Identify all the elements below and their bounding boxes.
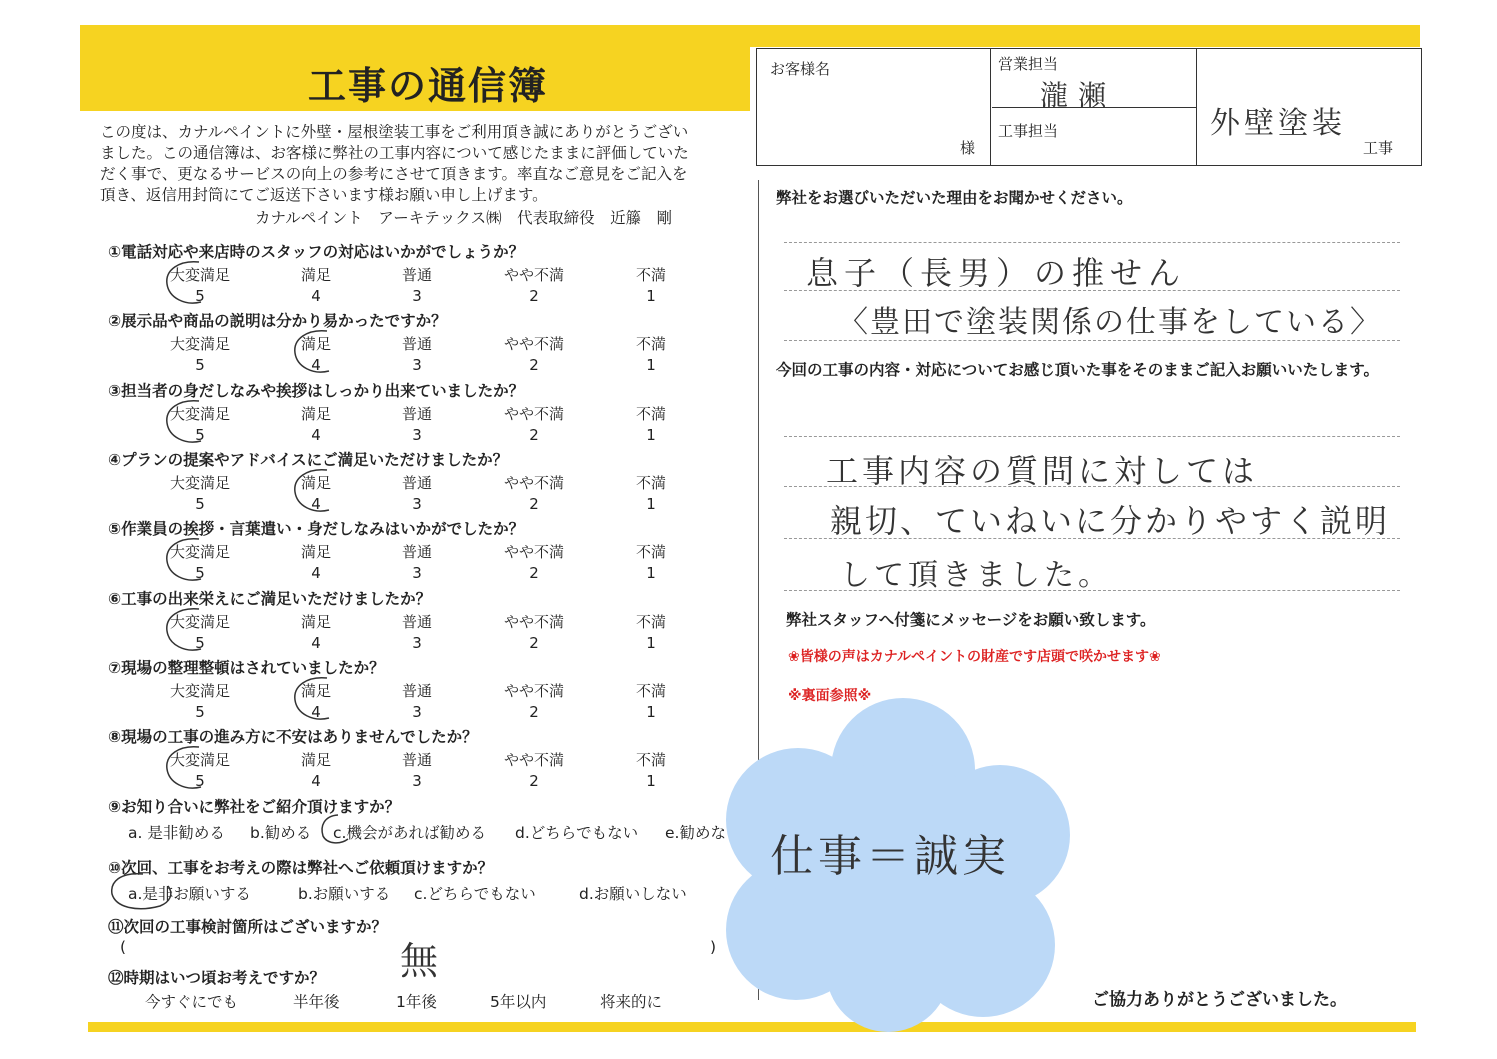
closing-text: ご協力ありがとうございました。 xyxy=(1092,990,1347,1010)
question-text: ④プランの提案やアドバイスにご満足いただけましたか？ xyxy=(108,450,509,469)
q12-option-1[interactable]: 今すぐにでも xyxy=(145,993,239,1011)
q11-text: ⑪次回の工事検討箇所はございますか？ xyxy=(108,918,388,936)
work-type-handwritten: 外壁塗装 xyxy=(1210,106,1346,141)
rating-label[interactable]: 不満 xyxy=(635,543,666,562)
q12-option-2[interactable]: 半年後 xyxy=(293,993,340,1011)
rating-label[interactable]: 不満 xyxy=(635,681,666,700)
rating-label[interactable]: やや不満 xyxy=(503,473,564,492)
rating-label[interactable]: 大変満足 xyxy=(169,751,230,770)
intro-line: この度は、カナルペイントに外壁・屋根塗装工事をご利用頂き誠にありがとうござい xyxy=(100,123,689,141)
rating-label[interactable]: 大変満足 xyxy=(169,612,230,631)
rating-label[interactable]: やや不満 xyxy=(503,335,564,354)
q12-option-5[interactable]: 将来的に xyxy=(600,993,663,1011)
rating-number[interactable]: 5 xyxy=(195,772,205,791)
intro-line: だく事で、更なるサービスの向上の参考にさせて頂きます。率直なご意見をご記入を xyxy=(100,165,688,183)
rating-number[interactable]: 1 xyxy=(646,356,656,375)
rating-label[interactable]: 満足 xyxy=(300,681,331,700)
rating-number[interactable]: 2 xyxy=(529,425,539,444)
rating-number[interactable]: 4 xyxy=(311,494,321,513)
q12-text: ⑫時期はいつ頃お考えですか？ xyxy=(108,969,326,987)
q9-selection-circle xyxy=(318,812,358,846)
rating-number[interactable]: 5 xyxy=(195,564,205,583)
selection-circle xyxy=(287,327,357,379)
rating-number[interactable]: 1 xyxy=(646,287,656,305)
rating-label[interactable]: 不満 xyxy=(635,751,666,770)
selection-stroke xyxy=(167,747,201,788)
selection-circle xyxy=(159,535,229,587)
question-text: ⑤作業員の挨拶・言葉遣い・身だしなみはいかがでしたか？ xyxy=(108,520,525,539)
rating-label[interactable]: 普通 xyxy=(401,751,432,770)
impression-handwritten-line: 工事内容の質問に対しては xyxy=(826,452,1259,490)
selection-stroke xyxy=(167,608,201,649)
rating-label[interactable]: 大変満足 xyxy=(169,266,230,284)
q11-open-paren: ( xyxy=(120,938,127,956)
selection-circle xyxy=(159,258,229,310)
rating-number[interactable]: 3 xyxy=(412,564,422,583)
rating-label[interactable]: 不満 xyxy=(635,612,666,631)
q9-option-c[interactable]: c.機会があれば勧める xyxy=(333,824,486,842)
reason-handwritten-line: 息子（長男）の推せん xyxy=(806,254,1187,292)
rating-number[interactable]: 1 xyxy=(646,772,656,791)
sticky-note-handwritten: 仕事＝誠実 xyxy=(770,831,1010,882)
rating-number[interactable]: 4 xyxy=(311,702,321,721)
selection-stroke xyxy=(295,678,329,719)
rating-number[interactable]: 5 xyxy=(195,702,205,721)
selection-stroke xyxy=(167,400,201,441)
impression-handwritten-line: 親切、ていねいに分かりやすく説明 xyxy=(830,502,1391,540)
question-text: ③担当者の身だしなみや挨拶はしっかり出来ていましたか？ xyxy=(108,381,525,400)
q11-close-paren: ) xyxy=(710,938,717,956)
rating-number[interactable]: 1 xyxy=(646,564,656,583)
q9-text: ⑨お知り合いに弊社をご紹介頂けますか？ xyxy=(108,798,401,816)
q10-text: ⑩次回、工事をお考えの際は弊社へご依頼頂けますか？ xyxy=(108,859,494,877)
rating-number[interactable]: 3 xyxy=(412,287,422,305)
page-title: 工事の通信簿 xyxy=(308,64,549,108)
customer-honorific: 様 xyxy=(960,139,976,157)
rating-number[interactable]: 1 xyxy=(646,494,656,513)
reason-rule xyxy=(784,242,1400,243)
sales-handwritten: 瀧瀬 xyxy=(1040,79,1117,112)
rating-label[interactable]: 普通 xyxy=(401,543,432,562)
reason-heading: 弊社をお選びいただいた理由をお聞かせください。 xyxy=(776,189,1133,207)
q11-handwritten-answer: 無 xyxy=(400,939,439,983)
message-red-note: ❀皆様の声はカナルペイントの財産です店頭で咲かせます❀ xyxy=(788,649,1161,665)
q10-option-b[interactable]: b.お願いする xyxy=(298,885,391,903)
rating-number[interactable]: 2 xyxy=(529,772,539,791)
rating-label[interactable]: 大変満足 xyxy=(169,473,230,492)
rating-number[interactable]: 1 xyxy=(646,633,656,652)
selection-circle xyxy=(287,466,357,518)
rating-label[interactable]: 満足 xyxy=(300,751,331,770)
rating-number[interactable]: 5 xyxy=(195,494,205,513)
selection-stroke xyxy=(295,470,329,511)
selection-stroke xyxy=(167,262,201,303)
rating-label[interactable]: 普通 xyxy=(401,266,432,284)
q9-option-d[interactable]: d.どちらでもない xyxy=(515,824,639,842)
rating-number[interactable]: 4 xyxy=(311,564,321,583)
rating-label[interactable]: やや不満 xyxy=(503,681,564,700)
q10-option-a[interactable]: a.是非お願いする xyxy=(128,885,251,903)
rating-label[interactable]: 普通 xyxy=(401,404,432,423)
rating-label[interactable]: やや不満 xyxy=(503,751,564,770)
rating-label[interactable]: 大変満足 xyxy=(169,335,230,354)
question-text: ⑦現場の整理整頓はされていましたか？ xyxy=(108,658,385,677)
rating-label[interactable]: 満足 xyxy=(300,404,331,423)
rating-number[interactable]: 3 xyxy=(412,633,422,652)
rating-number[interactable]: 4 xyxy=(311,287,321,305)
rating-label[interactable]: やや不満 xyxy=(503,266,564,284)
rating-label[interactable]: 大変満足 xyxy=(169,404,230,423)
rating-label[interactable]: 不満 xyxy=(635,473,666,492)
rating-label[interactable]: 満足 xyxy=(300,266,331,284)
rating-label[interactable]: 満足 xyxy=(300,335,331,354)
rating-label[interactable]: 普通 xyxy=(401,681,432,700)
impression-handwritten-line: して頂きました。 xyxy=(840,558,1112,593)
q12-option-4[interactable]: 5年以内 xyxy=(490,993,547,1011)
see-back-note: ※裏面参照※ xyxy=(788,688,872,704)
rating-label[interactable]: 普通 xyxy=(401,335,432,354)
q9-option-a[interactable]: a. 是非勧める xyxy=(128,824,225,842)
rating-label[interactable]: 大変満足 xyxy=(169,681,230,700)
rating-number[interactable]: 5 xyxy=(195,356,205,375)
reason-handwritten-line: 〈豊田で塗装関係の仕事をしている〉 xyxy=(838,305,1382,340)
rating-number[interactable]: 3 xyxy=(412,772,422,791)
rating-number[interactable]: 5 xyxy=(195,287,205,305)
rating-number[interactable]: 2 xyxy=(529,287,539,305)
rating-number[interactable]: 4 xyxy=(311,772,321,791)
intro-paragraph xyxy=(100,122,750,206)
q10-option-c[interactable]: c.どちらでもない xyxy=(414,885,536,903)
rating-number[interactable]: 4 xyxy=(311,425,321,444)
rating-number[interactable]: 3 xyxy=(412,356,422,375)
rating-label[interactable]: 普通 xyxy=(401,612,432,631)
selection-circle xyxy=(159,397,229,449)
rating-label[interactable]: 大変満足 xyxy=(169,543,230,562)
top-band xyxy=(80,25,1420,47)
intro-line: 頂き、返信用封筒にてご返送下さいます様お願い申し上げます。 xyxy=(100,186,548,204)
rating-number[interactable]: 1 xyxy=(646,702,656,721)
rating-label[interactable]: やや不満 xyxy=(503,543,564,562)
intro-line: ました。この通信簿は、お客様に弊社の工事内容について感じたままに評価していた xyxy=(100,144,689,162)
rating-label[interactable]: やや不満 xyxy=(503,612,564,631)
selection-circle xyxy=(159,605,229,657)
q12-option-3[interactable]: 1年後 xyxy=(396,993,437,1011)
selection-stroke xyxy=(295,331,329,372)
rating-label[interactable]: 不満 xyxy=(635,404,666,423)
signature: カナルペイント アーキテックス㈱ 代表取締役 近籐 剛 xyxy=(255,209,673,227)
rating-number[interactable]: 5 xyxy=(195,633,205,652)
question-text: ②展示品や商品の説明は分かり易かったですか？ xyxy=(108,312,447,331)
rating-number[interactable]: 3 xyxy=(412,494,422,513)
rating-number[interactable]: 2 xyxy=(529,494,539,513)
sales-label: 営業担当 xyxy=(998,55,1059,73)
rating-label[interactable]: 普通 xyxy=(401,473,432,492)
rating-number[interactable]: 3 xyxy=(412,425,422,444)
rating-number[interactable]: 2 xyxy=(529,702,539,721)
q9-option-b[interactable]: b.勧める xyxy=(250,824,312,842)
question-text: ⑧現場の工事の進み方に不安はありませんでしたか？ xyxy=(108,728,478,747)
rating-number[interactable]: 5 xyxy=(195,425,205,444)
question-text: ①電話対応や来店時のスタッフの対応はいかがでしょうか？ xyxy=(108,243,525,261)
rating-label[interactable]: 不満 xyxy=(635,335,666,354)
message-heading: 弊社スタッフへ付箋にメッセージをお願い致します。 xyxy=(786,611,1156,629)
q9-option-e[interactable]: e.勧めな xyxy=(665,824,726,842)
rating-number[interactable]: 2 xyxy=(529,633,539,652)
rating-label[interactable]: 満足 xyxy=(300,543,331,562)
rating-number[interactable]: 2 xyxy=(529,564,539,583)
impression-heading: 今回の工事の内容・対応についてお感じ頂いた事をそのままご記入お願いいたします。 xyxy=(776,361,1379,379)
selection-stroke xyxy=(167,539,201,580)
question-text: ⑥工事の出来栄えにご満足いただけましたか？ xyxy=(108,589,432,608)
rating-label[interactable]: 満足 xyxy=(300,473,331,492)
q10-selection-circle xyxy=(108,868,178,916)
work-label: 工事担当 xyxy=(998,122,1059,140)
rating-number[interactable]: 1 xyxy=(646,425,656,444)
rating-label[interactable]: やや不満 xyxy=(503,404,564,423)
selection-circle xyxy=(159,743,229,795)
rating-number[interactable]: 4 xyxy=(311,633,321,652)
rating-number[interactable]: 3 xyxy=(412,702,422,721)
selection-circle xyxy=(287,674,357,726)
rating-label[interactable]: 満足 xyxy=(300,612,331,631)
rating-number[interactable]: 4 xyxy=(311,356,321,375)
rating-number[interactable]: 2 xyxy=(529,356,539,375)
q10-option-d[interactable]: d.お願いしない xyxy=(579,885,687,903)
work-type-suffix: 工事 xyxy=(1363,139,1394,157)
impression-rule xyxy=(784,436,1400,437)
customer-name-label: お客様名 xyxy=(770,60,831,78)
rating-label[interactable]: 不満 xyxy=(635,266,666,284)
